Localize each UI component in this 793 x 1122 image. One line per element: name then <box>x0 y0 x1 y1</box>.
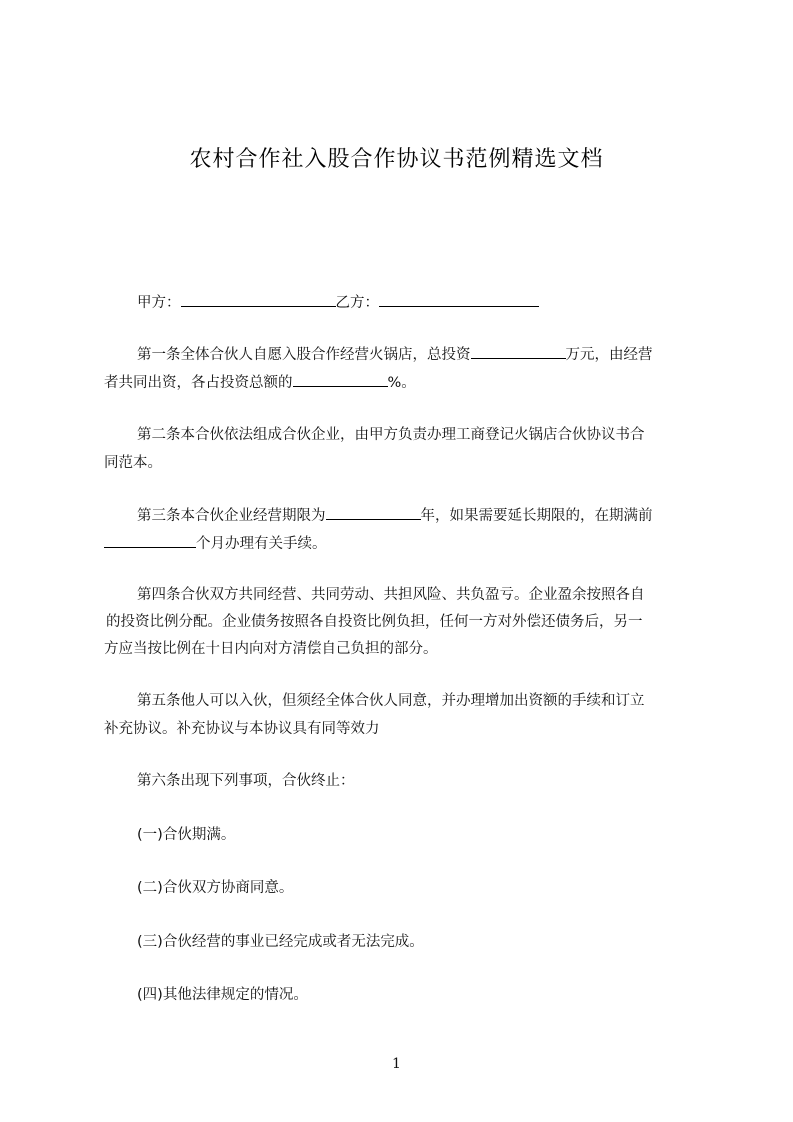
article6-item: (一)合伙期满。 <box>137 827 236 843</box>
article3-line1 <box>137 505 737 526</box>
article5-line2: 补充协议。补充协议与本协议具有同等效力 <box>104 721 380 737</box>
article6-intro: 第六条出现下列事项，合伙终止： <box>137 773 355 789</box>
share-blank <box>293 372 388 387</box>
term-blank <box>326 505 421 520</box>
document-title: 农村合作社入股合作协议书范例精选文档 <box>189 147 604 172</box>
article4-line3: 方应当按比例在十日内向对方清偿自己负担的部分。 <box>104 641 438 657</box>
article1-text-c: 者共同出资，各占投资总额的 <box>104 375 293 391</box>
page-number: 1 <box>392 1056 401 1072</box>
article1-text-a: 第一条全体合伙人自愿入股合作经营火锅店，总投资 <box>137 347 471 363</box>
article1-line1 <box>137 344 737 365</box>
article5-line1: 第五条他人可以入伙，但须经全体合伙人同意，并办理增加出资额的手续和订立 <box>137 693 645 709</box>
article3-line2 <box>104 533 704 554</box>
months-blank <box>104 533 196 548</box>
party-b-blank <box>379 292 539 307</box>
article2-line1: 第二条本合伙依法组成合伙企业，由甲方负责办理工商登记火锅店合伙协议书合 <box>137 427 645 443</box>
article1-text-b: 万元，由经营 <box>565 347 653 363</box>
article6-item: (二)合伙双方协商同意。 <box>137 880 294 896</box>
party-a-label: 甲方： <box>137 295 181 311</box>
article3-text-b: 年，如果需要延长期限的，在期满前 <box>420 508 653 524</box>
article3-text-c: 个月办理有关手续。 <box>196 536 327 552</box>
article2-line2: 同范本。 <box>104 455 162 471</box>
party-a-blank <box>181 292 336 307</box>
article6-item: (四)其他法律规定的情况。 <box>137 987 308 1003</box>
article4-line1: 第四条合伙双方共同经营、共同劳动、共担风险、共负盈亏。企业盈余按照各自 <box>137 587 645 603</box>
article1-line2 <box>104 372 704 393</box>
parties-line <box>137 292 737 313</box>
article1-text-d: %。 <box>387 375 416 391</box>
article3-text-a: 第三条本合伙企业经营期限为 <box>137 508 326 524</box>
article6-item: (三)合伙经营的事业已经完成或者无法完成。 <box>137 934 424 950</box>
investment-blank <box>471 344 566 359</box>
party-b-label: 乙方： <box>335 295 379 311</box>
article4-line2: 的投资比例分配。企业债务按照各自投资比例负担，任何一方对外偿还债务后，另一 <box>106 614 643 630</box>
